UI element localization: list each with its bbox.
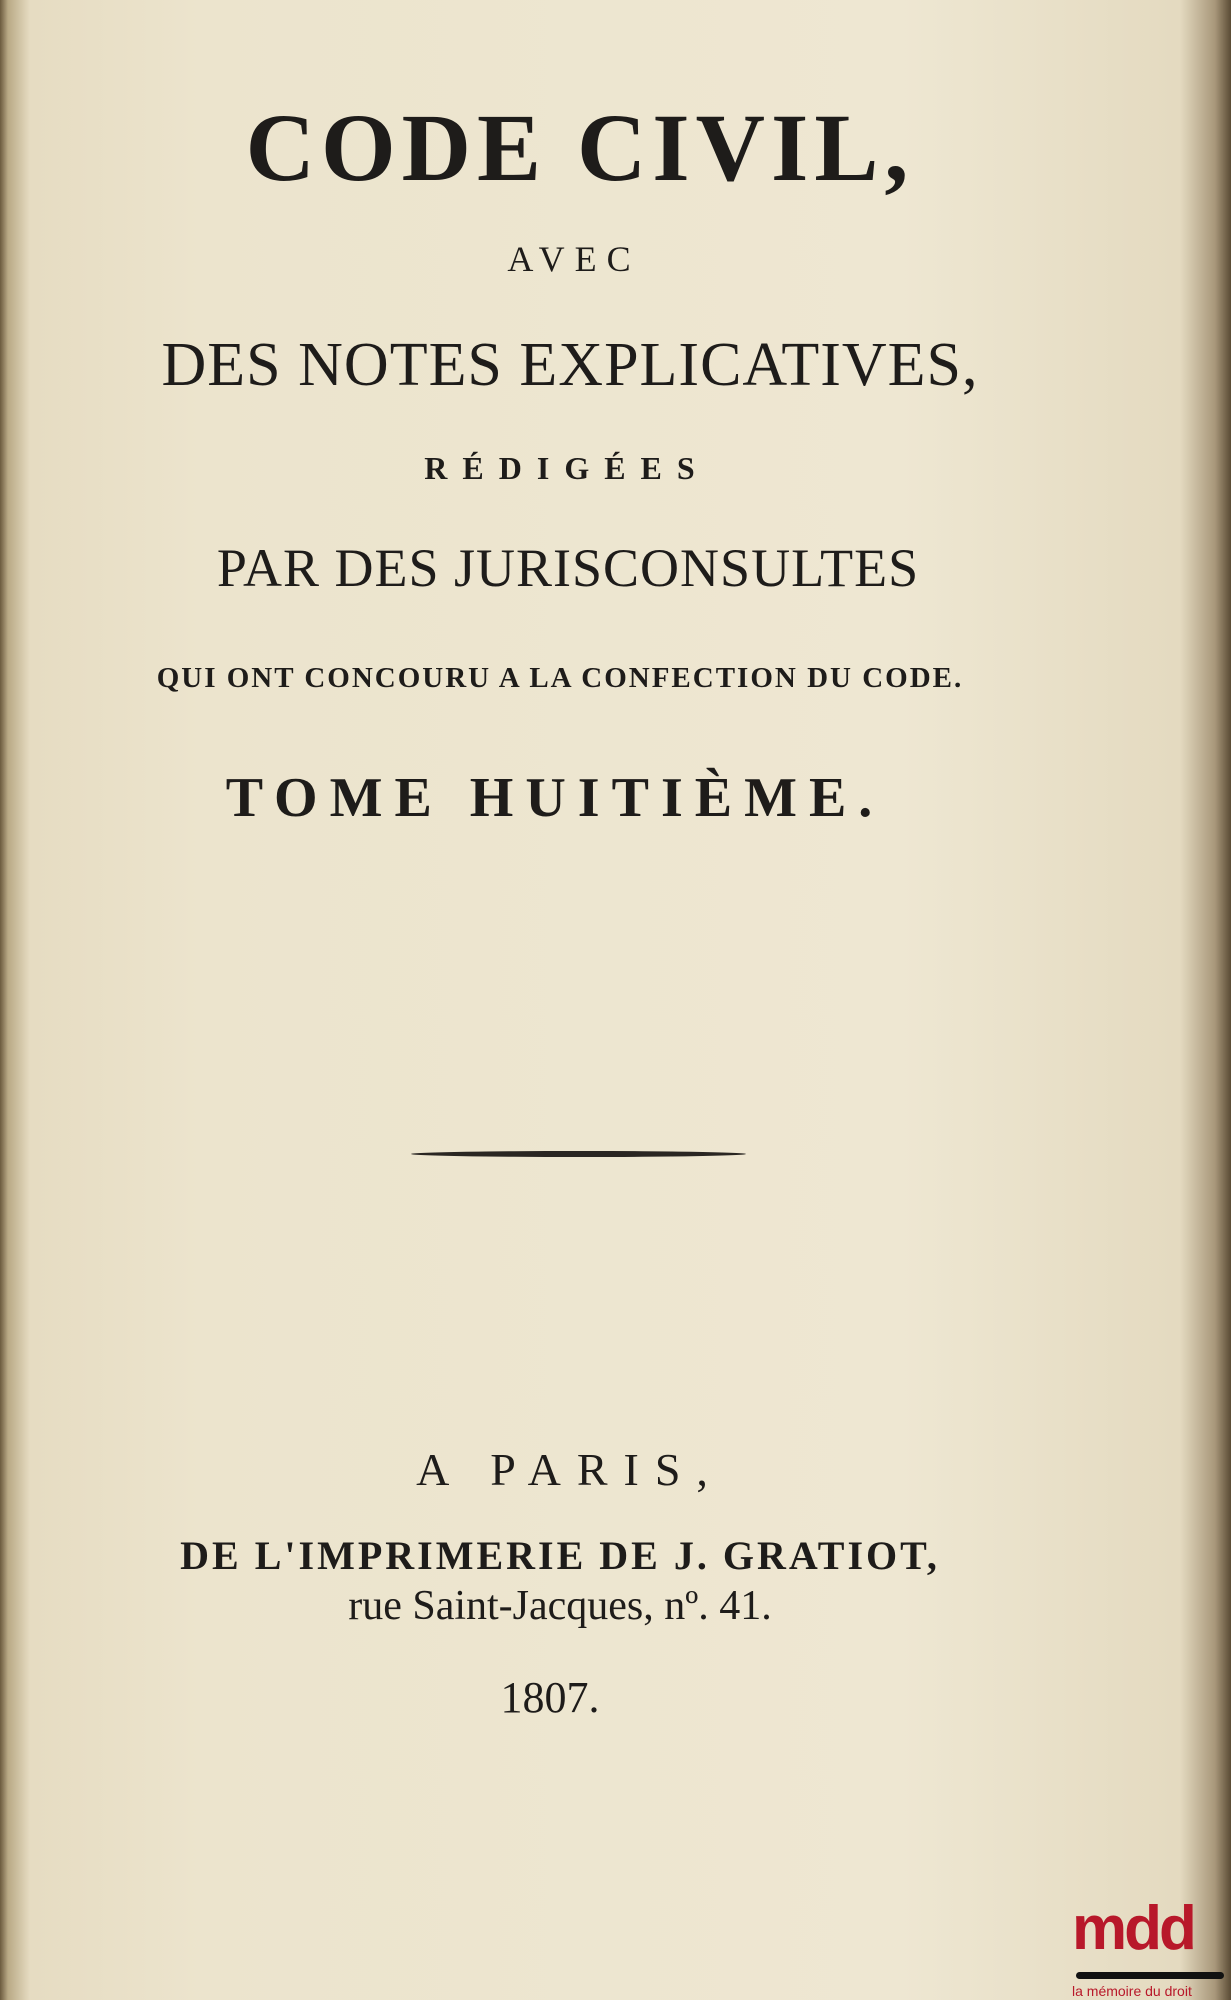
authors-detail: QUI ONT CONCOURU A LA CONFECTION DU CODE. — [156, 662, 964, 694]
place-of-publication: A PARIS, — [416, 1444, 724, 1495]
volume-label: TOME HUITIÈME. — [225, 767, 885, 829]
avec-text: AVEC — [507, 239, 641, 279]
divider-rule — [411, 1151, 746, 1157]
logo-tagline: la mémoire du droit — [1072, 1983, 1192, 1999]
book-title: CODE CIVIL, — [245, 94, 915, 201]
publication-year: 1807. — [500, 1673, 600, 1722]
logo-bar — [1076, 1972, 1224, 1979]
logo-mark: mdd — [1072, 1894, 1194, 1963]
redigees-text: RÉDIGÉES — [424, 450, 710, 486]
subtitle: DES NOTES EXPLICATIVES, — [161, 331, 979, 399]
authors-line: PAR DES JURISCONSULTES — [216, 538, 920, 598]
printer-line: DE L'IMPRIMERIE DE J. GRATIOT, — [180, 1533, 940, 1578]
mdd-logo — [1068, 1888, 1228, 2000]
address-line: rue Saint-Jacques, nº. 41. — [348, 1583, 772, 1629]
